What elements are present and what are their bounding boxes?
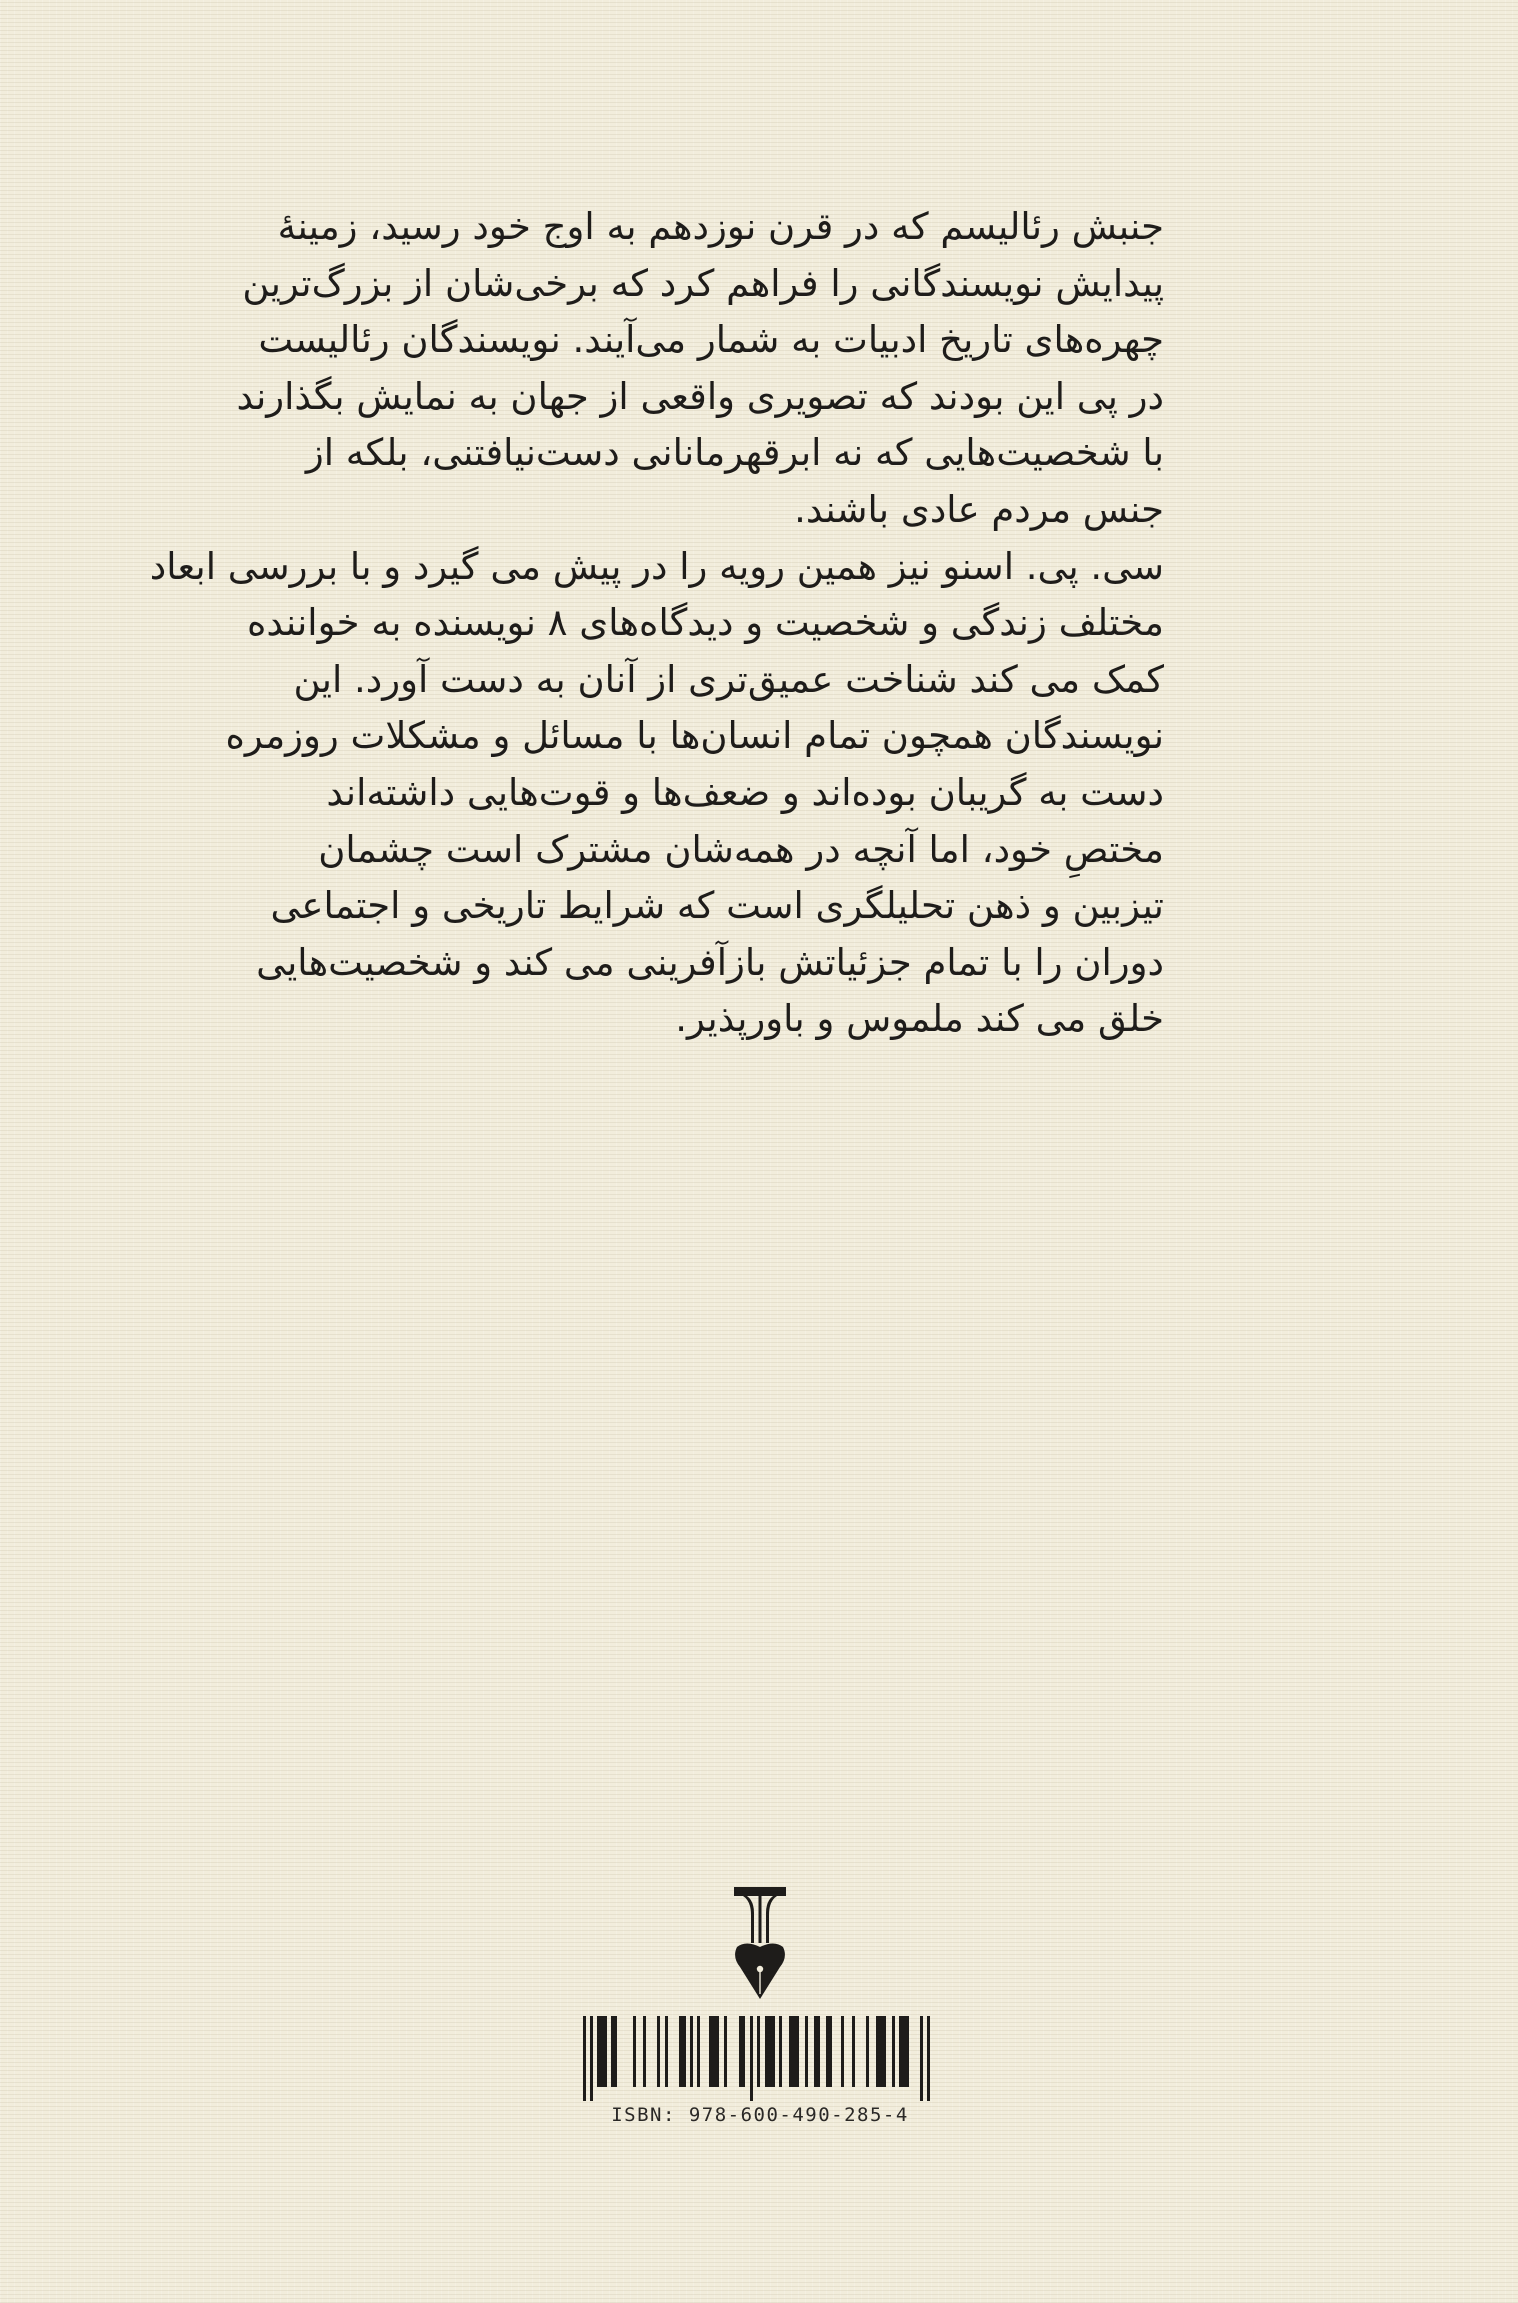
blurb-line: مختصِ خود، اما آنچه در همه‌شان مشترک است چشمان xyxy=(318,827,1164,871)
barcode-bar xyxy=(750,2016,753,2101)
barcode-bar xyxy=(633,2016,636,2087)
barcode-bar xyxy=(643,2016,646,2087)
barcode-bar xyxy=(665,2016,668,2087)
barcode-bar xyxy=(892,2016,895,2087)
barcode-bar xyxy=(690,2016,693,2087)
barcode-bar xyxy=(826,2016,832,2087)
blurb-line: چهره‌های تاریخ ادبیات به شمار می‌آیند. نویسندگان رئالیست xyxy=(258,318,1164,362)
barcode-bar xyxy=(866,2016,869,2087)
barcode-bar xyxy=(899,2016,909,2087)
barcode-bar xyxy=(709,2016,719,2087)
barcode-bar xyxy=(583,2016,586,2101)
barcode-bar xyxy=(697,2016,700,2087)
blurb-line: با شخصیت‌هایی که نه ابرقهرمانانی دست‌نیافتنی، بلکه از xyxy=(305,431,1164,475)
blurb-line: جنبش رئالیسم که در قرن نوزدهم به اوج خود رسید، زمینهٔ xyxy=(277,205,1164,248)
barcode-bar xyxy=(852,2016,855,2087)
barcode-bar xyxy=(597,2016,607,2087)
blurb-line: در پی این بودند که تصویری واقعی از جهان به نمایش بگذارند xyxy=(236,374,1164,418)
blurb-line: پیدایش نویسندگانی را فراهم کرد که برخی‌شان از بزرگ‌ترین xyxy=(242,261,1164,305)
barcode-bar xyxy=(927,2016,930,2101)
barcode-bar xyxy=(757,2016,760,2087)
barcode-bar xyxy=(657,2016,660,2087)
barcode-bar xyxy=(805,2016,808,2087)
isbn-barcode xyxy=(583,2016,936,2101)
barcode-bar xyxy=(779,2016,782,2087)
blurb-line: خلق می کند ملموس و باورپذیر. xyxy=(675,997,1164,1041)
barcode-bar xyxy=(920,2016,923,2101)
blurb-line: دوران را با تمام جزئیاتش بازآفرینی می کند و شخصیت‌هایی xyxy=(256,940,1164,984)
blurb-line: نویسندگان همچون تمام انسان‌ها با مسائل و مشکلات روزمره xyxy=(225,714,1164,758)
barcode-bar xyxy=(590,2016,593,2101)
blurb-line: کمک می کند شناخت عمیق‌تری از آنان به دست آورد. این xyxy=(293,657,1164,701)
blurb-line: مختلف زندگی و شخصیت و دیدگاه‌های ۸ نویسنده به خواننده xyxy=(247,601,1164,645)
barcode-bar xyxy=(765,2016,775,2087)
blurb-line: تیزبین و ذهن تحلیلگری است که شرایط تاریخی و اجتماعی xyxy=(270,884,1164,928)
barcode-bar xyxy=(841,2016,844,2087)
barcode-bar xyxy=(876,2016,886,2087)
fountain-pen-logo-icon xyxy=(734,1887,786,1999)
back-cover-blurb xyxy=(149,199,1164,1048)
isbn-label: ISBN: 978-600-490-285-4 xyxy=(611,2104,909,2126)
blurb-line: سی. پی. اسنو نیز همین رویه را در پیش می گیرد و با بررسی ابعاد xyxy=(149,544,1164,588)
barcode-bar xyxy=(814,2016,820,2087)
barcode-bar xyxy=(739,2016,745,2087)
barcode-bar xyxy=(789,2016,799,2087)
barcode-bar xyxy=(611,2016,617,2087)
blurb-line: دست به گریبان بوده‌اند و ضعف‌ها و قوت‌هایی داشته‌اند xyxy=(326,770,1164,814)
barcode-bar xyxy=(679,2016,686,2087)
blurb-line: جنس مردم عادی باشند. xyxy=(794,487,1164,531)
barcode-bar xyxy=(724,2016,727,2087)
